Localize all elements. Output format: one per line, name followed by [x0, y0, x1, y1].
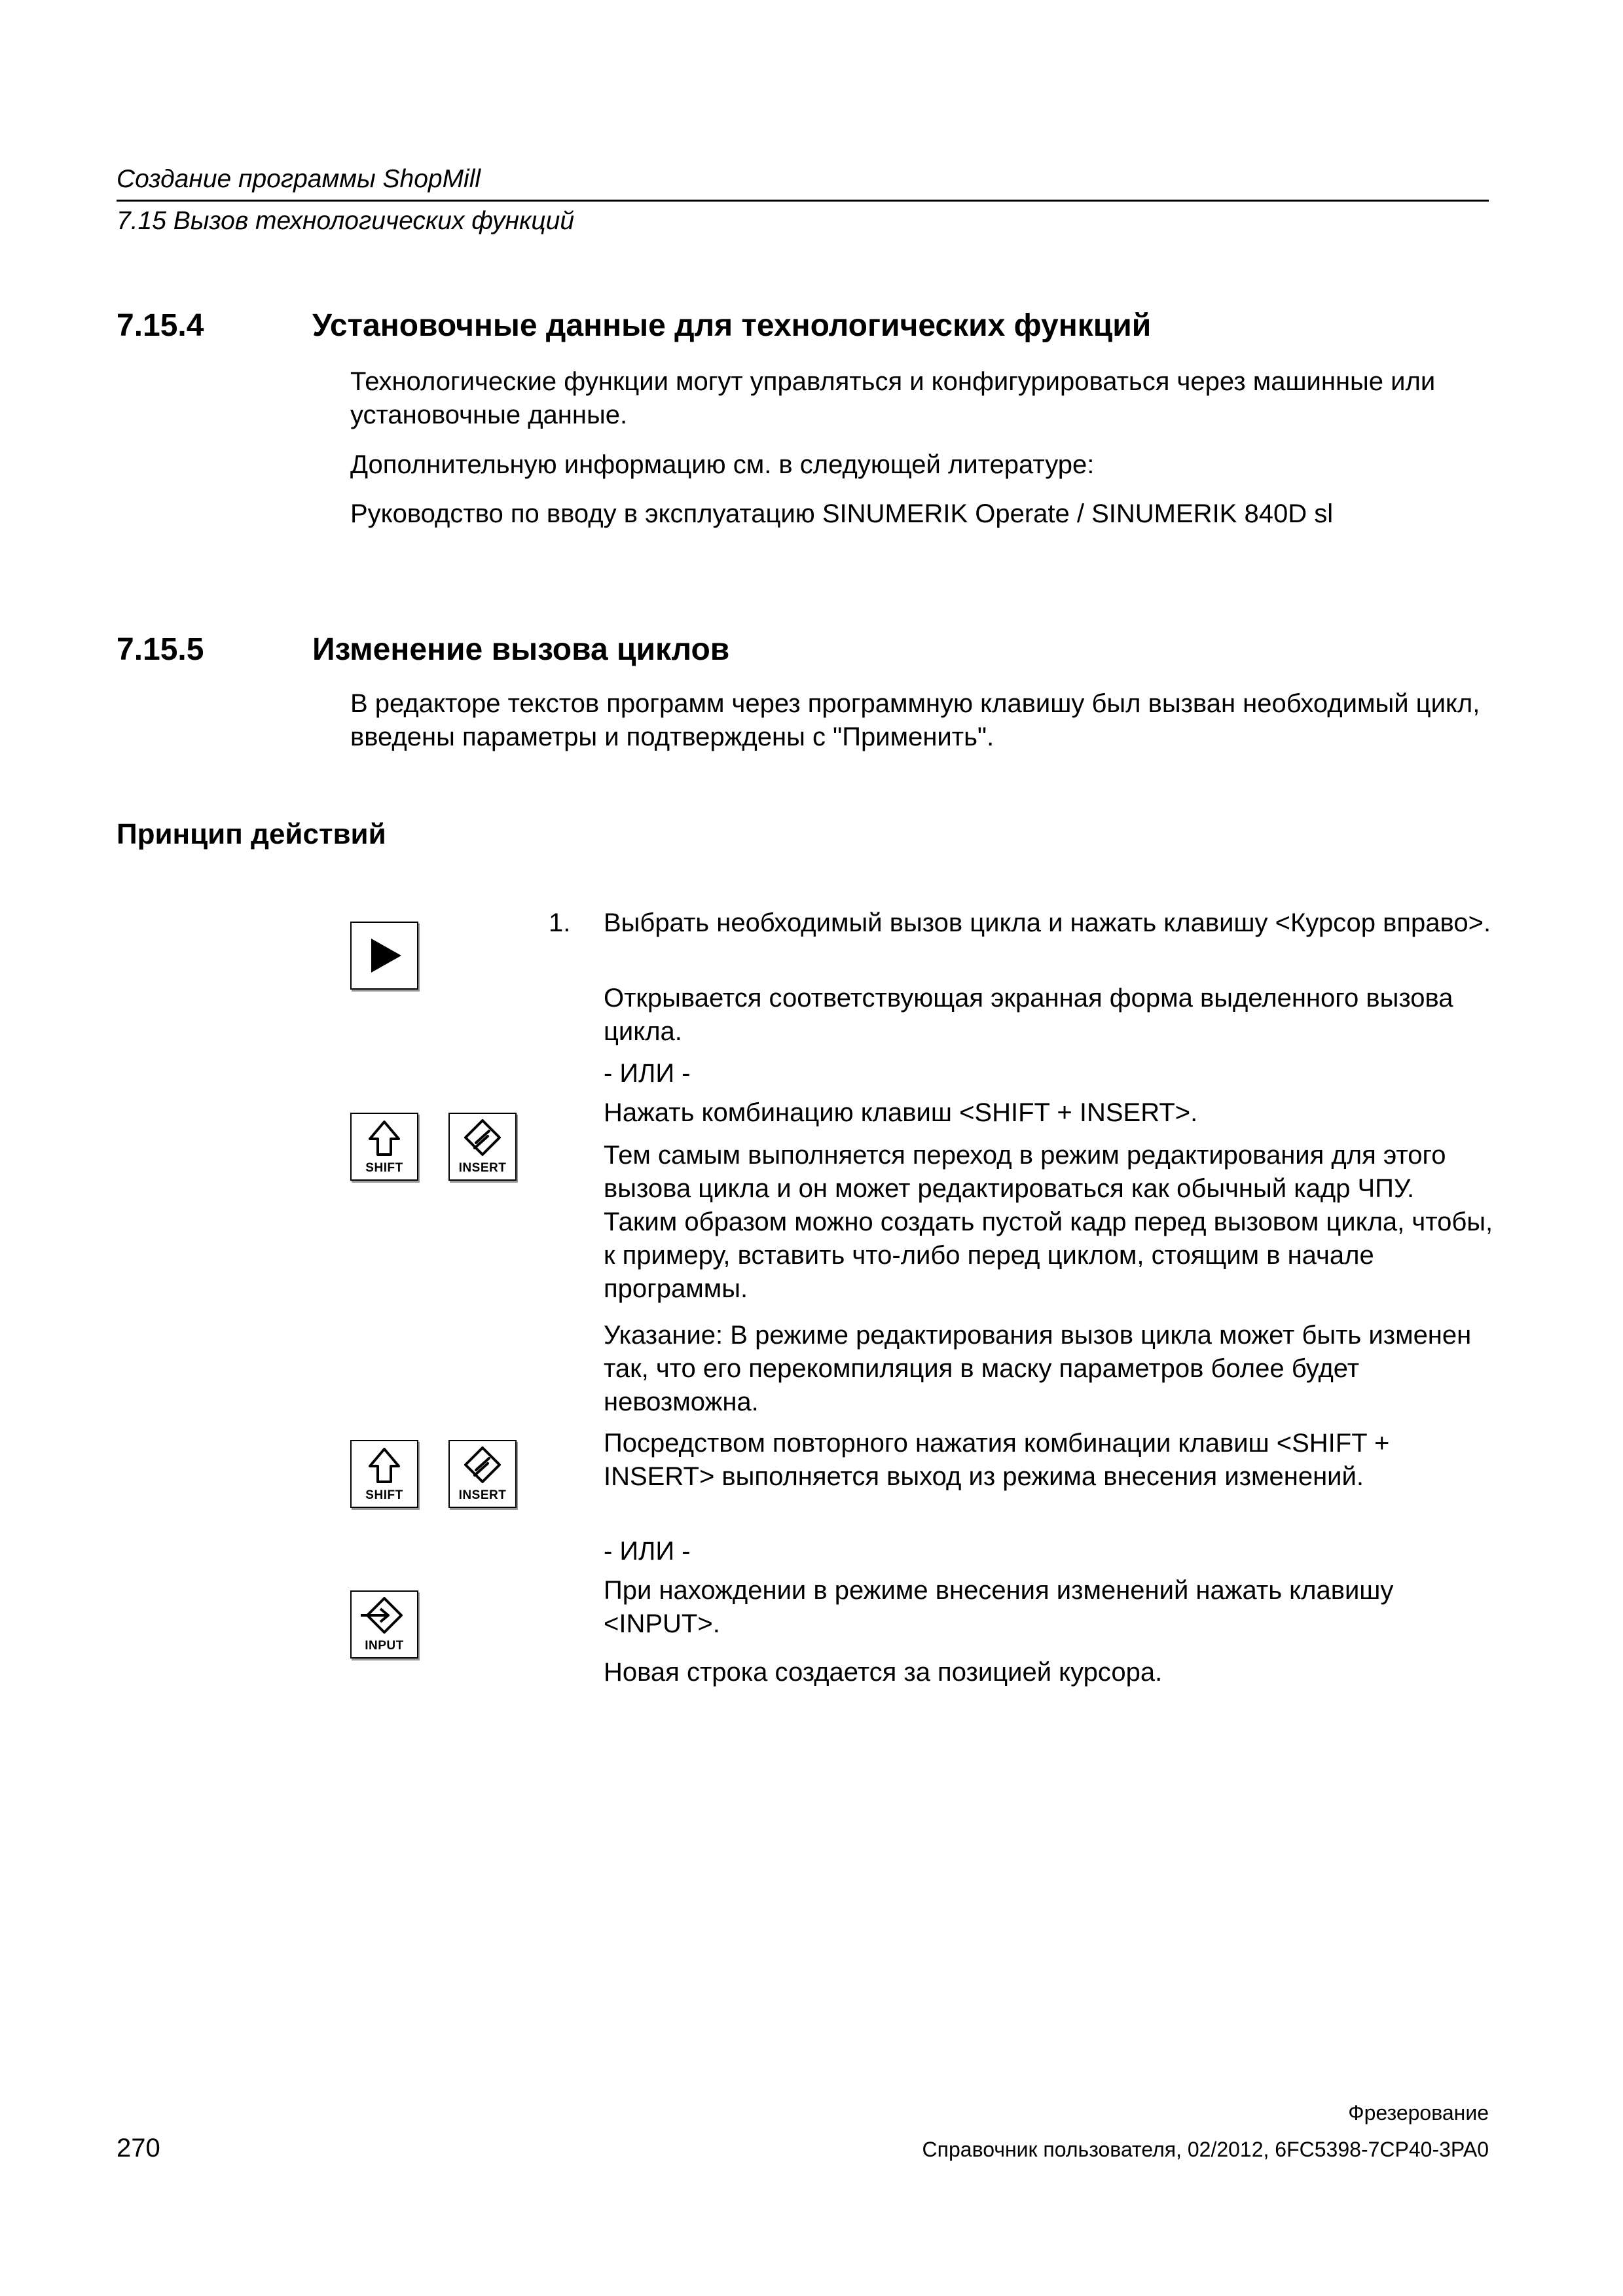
section-7-15-4-paragraph-2: Дополнительную информацию см. в следующей литературе: — [350, 450, 1095, 479]
cursor-right-key — [350, 922, 418, 990]
step-text-7: При нахождении в режиме внесения изменений нажать клавишу <INPUT>. — [604, 1576, 1394, 1638]
section-7-15-5-paragraph: В редакторе текстов программ через программную клавишу был вызван необходимый цикл, введены параметры и подтверждены с "Применить". — [350, 689, 1480, 751]
section-7-15-5-number: 7.15.5 — [117, 632, 204, 667]
step-text-1: Выбрать необходимый вызов цикла и нажать клавишу <Курсор вправо>. — [604, 908, 1491, 937]
principle-title: Принцип действий — [117, 818, 386, 850]
step-text-8: Новая строка создается за позицией курсора. — [604, 1658, 1163, 1687]
running-header-section: 7.15 Вызов технологических функций — [117, 207, 575, 235]
section-7-15-4-paragraph-3: Руководство по вводу в эксплуатацию SINUMERIK Operate / SINUMERIK 840D sl — [350, 499, 1334, 528]
shift-key-label: SHIFT — [365, 1161, 403, 1175]
insert-key-label: INSERT — [458, 1488, 507, 1502]
shift-key — [350, 1113, 418, 1181]
step-text-6: Посредством повторного нажатия комбинации клавиш <SHIFT + INSERT> выполняется выход из режима внесения изменений. — [604, 1429, 1390, 1491]
section-7-15-4-paragraph-1: Технологические функции могут управляться и конфигурироваться через машинные или установочные данные. — [350, 367, 1436, 429]
step-text-5: Указание: В режиме редактирования вызов цикла может быть изменен так, что его перекомпиляция в маску параметров более будет невозможна. — [604, 1321, 1472, 1416]
header-rule — [117, 200, 1489, 202]
cursor-right-icon — [352, 923, 417, 988]
section-7-15-5-title: Изменение вызова циклов — [312, 632, 730, 667]
insert-key-2 — [448, 1440, 517, 1508]
insert-key-label: INSERT — [458, 1161, 507, 1175]
or-separator-2: - ИЛИ - — [604, 1537, 691, 1566]
insert-key — [448, 1113, 517, 1181]
step-text-2: Открывается соответствующая экранная форма выделенного вызова цикла. — [604, 984, 1453, 1046]
step-number: 1. — [549, 908, 571, 937]
step-text-3: Нажать комбинацию клавиш <SHIFT + INSERT>. — [604, 1098, 1198, 1127]
input-key — [350, 1590, 418, 1659]
section-7-15-4-number: 7.15.4 — [117, 308, 204, 343]
footer-manual: Фрезерование — [1348, 2101, 1489, 2125]
footer-reference: Справочник пользователя, 02/2012, 6FC5398-7CP40-3PA0 — [922, 2138, 1489, 2161]
running-header-title: Создание программы ShopMill — [117, 165, 481, 193]
or-separator-1: - ИЛИ - — [604, 1059, 691, 1088]
shift-key-2 — [350, 1440, 418, 1508]
page-number: 270 — [117, 2134, 160, 2162]
shift-key-label: SHIFT — [365, 1488, 403, 1502]
step-text-4: Тем самым выполняется переход в режим редактирования для этого вызова цикла и он может редактироваться как обычный кадр ЧПУ. Таким образом можно создать пустой кадр перед вызовом цикла, чтобы, к примеру, вставить что-либо перед циклом, стоящим в начале программы. — [604, 1141, 1493, 1303]
input-key-label: INPUT — [365, 1639, 404, 1653]
section-7-15-4-title: Установочные данные для технологических функций — [312, 308, 1152, 343]
